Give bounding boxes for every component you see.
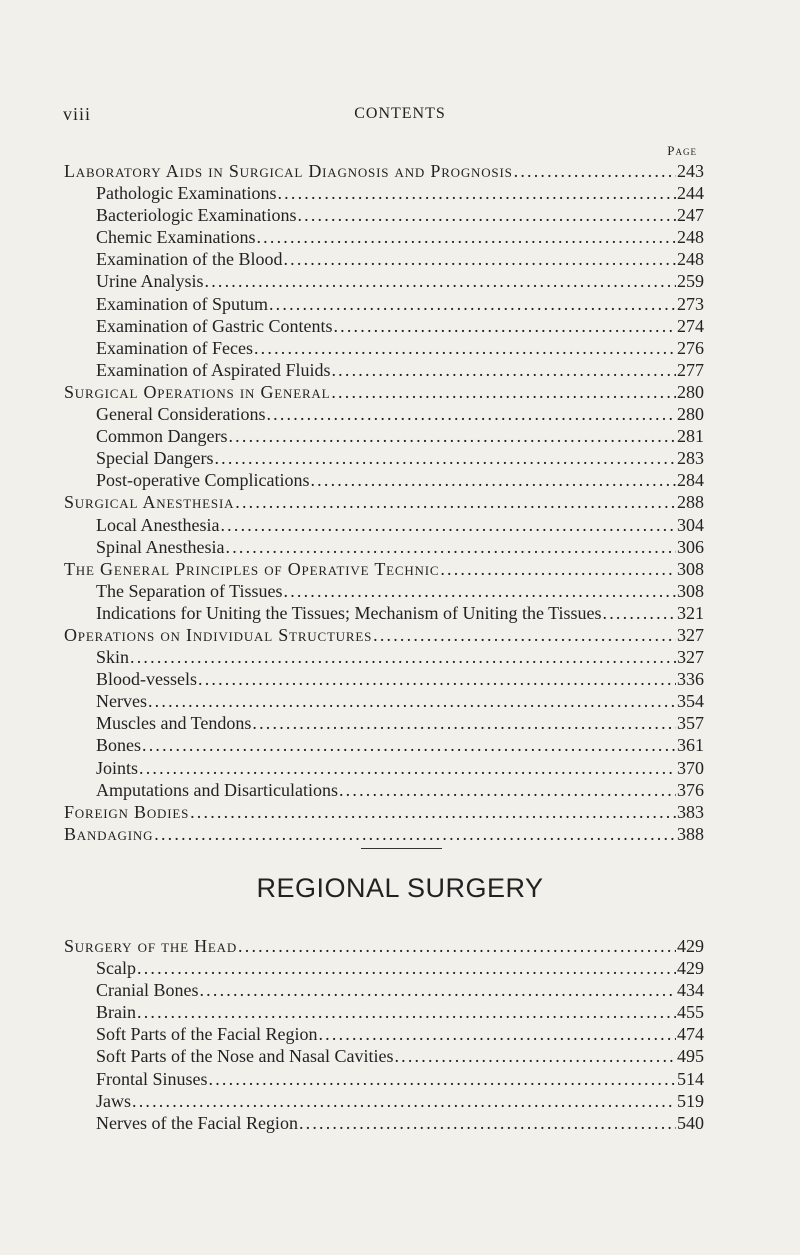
toc-entry-title: Indications for Uniting the Tissues; Mechanism of Uniting the Tissues xyxy=(96,602,602,623)
toc-entry-title: Examination of the Blood xyxy=(96,249,283,270)
dot-leader xyxy=(209,1068,676,1090)
toc-chapter-entry xyxy=(64,381,704,403)
dot-leader xyxy=(514,160,676,182)
toc-entry-page: 388 xyxy=(677,823,704,844)
toc-entry-page: 284 xyxy=(677,470,704,491)
dot-leader xyxy=(331,359,676,381)
toc-section-entry xyxy=(64,602,704,624)
table-of-contents-regional xyxy=(64,935,704,1134)
toc-chapter-entry xyxy=(64,491,704,513)
toc-entry-page: 514 xyxy=(677,1068,704,1089)
section-heading: REGIONAL SURGERY xyxy=(256,873,544,903)
dot-leader xyxy=(373,624,676,646)
running-head: CONTENTS xyxy=(354,105,446,122)
dot-leader xyxy=(228,425,676,447)
toc-section-entry xyxy=(64,315,704,337)
dot-leader xyxy=(283,248,676,270)
toc-section-entry xyxy=(64,248,704,270)
toc-entry-page: 370 xyxy=(677,757,704,778)
toc-entry-page: 383 xyxy=(677,801,704,822)
toc-entry-page: 540 xyxy=(677,1112,704,1133)
toc-chapter-entry xyxy=(64,935,704,957)
toc-section-entry xyxy=(64,1023,704,1045)
toc-entry-title: Muscles and Tendons xyxy=(96,713,252,734)
toc-entry-title: The Separation of Tissues xyxy=(96,580,283,601)
dot-leader xyxy=(235,491,676,513)
dot-leader xyxy=(139,757,676,779)
toc-section-entry xyxy=(64,668,704,690)
toc-entry-title: Brain xyxy=(96,1002,136,1023)
toc-chapter-entry xyxy=(64,160,704,182)
toc-section-entry xyxy=(64,182,704,204)
page-header xyxy=(0,104,800,128)
toc-entry-page: 495 xyxy=(677,1046,704,1067)
dot-leader xyxy=(310,469,676,491)
toc-entry-page: 327 xyxy=(677,647,704,668)
toc-entry-page: 361 xyxy=(677,735,704,756)
toc-entry-page: 306 xyxy=(677,536,704,557)
toc-entry-page: 336 xyxy=(677,669,704,690)
toc-entry-title: Blood-vessels xyxy=(96,669,197,690)
toc-entry-title: Urine Analysis xyxy=(96,271,204,292)
dot-leader xyxy=(226,536,677,558)
dot-leader xyxy=(284,580,677,602)
dot-leader xyxy=(299,1112,676,1134)
toc-chapter-entry xyxy=(64,823,704,845)
toc-entry-title: Bones xyxy=(96,735,141,756)
toc-section-entry xyxy=(64,447,704,469)
toc-entry-title: Examination of Sputum xyxy=(96,293,268,314)
dot-leader xyxy=(256,226,676,248)
dot-leader xyxy=(331,381,676,403)
toc-entry-title: Examination of Gastric Contents xyxy=(96,315,333,336)
toc-entry-title: Spinal Anesthesia xyxy=(96,536,225,557)
toc-entry-title: Operations on Individual Structures xyxy=(64,624,373,645)
toc-section-entry xyxy=(64,1068,704,1090)
toc-entry-title: Pathologic Examinations xyxy=(96,183,277,204)
toc-entry-title: Cranial Bones xyxy=(96,980,199,1001)
toc-section-entry xyxy=(64,580,704,602)
toc-entry-page: 244 xyxy=(677,183,704,204)
toc-entry-title: Post-operative Complications xyxy=(96,470,310,491)
toc-entry-title: Surgical Operations in General xyxy=(64,381,331,402)
dot-leader xyxy=(137,957,676,979)
toc-entry-title: Skin xyxy=(96,647,130,668)
toc-entry-page: 327 xyxy=(677,624,704,645)
toc-entry-page: 455 xyxy=(677,1002,704,1023)
toc-entry-page: 519 xyxy=(677,1090,704,1111)
toc-entry-title: Jaws xyxy=(96,1090,131,1111)
toc-entry-title: Soft Parts of the Facial Region xyxy=(96,1024,318,1045)
toc-entry-page: 354 xyxy=(677,691,704,712)
dot-leader xyxy=(154,823,676,845)
toc-entry-page: 308 xyxy=(677,558,704,579)
dot-leader xyxy=(394,1045,676,1067)
toc-section-entry xyxy=(64,514,704,536)
toc-section-entry xyxy=(64,757,704,779)
toc-entry-title: Examination of Aspirated Fluids xyxy=(96,359,331,380)
toc-entry-title: Frontal Sinuses xyxy=(96,1068,208,1089)
toc-entry-page: 248 xyxy=(677,249,704,270)
toc-entry-title: Soft Parts of the Nose and Nasal Cavities xyxy=(96,1046,394,1067)
toc-entry-title: Scalp xyxy=(96,958,136,979)
dot-leader xyxy=(254,337,676,359)
page-folio: viii xyxy=(63,104,92,124)
dot-leader xyxy=(132,1090,676,1112)
toc-entry-page: 376 xyxy=(677,779,704,800)
toc-section-entry xyxy=(64,337,704,359)
toc-section-entry xyxy=(64,469,704,491)
toc-section-entry xyxy=(64,293,704,315)
toc-chapter-entry xyxy=(64,624,704,646)
toc-entry-page: 304 xyxy=(677,514,704,535)
toc-entry-title: Laboratory Aids in Surgical Diagnosis and Prognosis xyxy=(64,161,513,181)
dot-leader xyxy=(318,1023,676,1045)
dot-leader xyxy=(148,690,676,712)
toc-section-entry xyxy=(64,957,704,979)
toc-section-entry xyxy=(64,536,704,558)
toc-entry-page: 321 xyxy=(677,602,704,623)
toc-entry-page: 434 xyxy=(677,980,704,1001)
toc-section-entry xyxy=(64,1001,704,1023)
dot-leader xyxy=(220,514,676,536)
toc-section-entry xyxy=(64,1045,704,1067)
dot-leader xyxy=(198,668,676,690)
dot-leader xyxy=(252,712,676,734)
toc-section-entry xyxy=(64,226,704,248)
toc-entry-title: Amputations and Disarticulations xyxy=(96,779,338,800)
toc-entry-page: 308 xyxy=(677,580,704,601)
toc-section-entry xyxy=(64,204,704,226)
toc-entry-page: 280 xyxy=(677,381,704,402)
toc-entry-title: Bacteriologic Examinations xyxy=(96,205,297,226)
toc-section-entry xyxy=(64,270,704,292)
toc-section-entry xyxy=(64,690,704,712)
toc-entry-page: 429 xyxy=(677,936,704,956)
toc-chapter-entry xyxy=(64,801,704,823)
dot-leader xyxy=(205,270,677,292)
toc-entry-title: Local Anesthesia xyxy=(96,514,220,535)
toc-section-entry xyxy=(64,359,704,381)
toc-entry-page: 281 xyxy=(677,426,704,447)
toc-chapter-entry xyxy=(64,558,704,580)
toc-entry-title: Nerves of the Facial Region xyxy=(96,1112,298,1133)
dot-leader xyxy=(266,403,676,425)
dot-leader xyxy=(142,734,676,756)
dot-leader xyxy=(333,315,676,337)
dot-leader xyxy=(269,293,676,315)
toc-section-entry xyxy=(64,1090,704,1112)
toc-section-entry xyxy=(64,979,704,1001)
toc-entry-page: 273 xyxy=(677,293,704,314)
dot-leader xyxy=(190,801,676,823)
toc-entry-title: Bandaging xyxy=(64,823,154,844)
toc-entry-page: 288 xyxy=(677,492,704,513)
toc-entry-title: Special Dangers xyxy=(96,448,214,469)
dot-leader xyxy=(297,204,676,226)
dot-leader xyxy=(238,935,676,957)
page-column-label: Page xyxy=(667,143,697,158)
toc-section-entry xyxy=(64,1112,704,1134)
table-of-contents-general xyxy=(64,160,704,845)
dot-leader xyxy=(130,646,676,668)
toc-entry-page: 283 xyxy=(677,448,704,469)
toc-entry-page: 247 xyxy=(677,205,704,226)
toc-entry-page: 357 xyxy=(677,713,704,734)
toc-entry-title: Surgery of the Head xyxy=(64,936,238,956)
toc-entry-page: 280 xyxy=(677,404,704,425)
section-divider xyxy=(361,848,442,849)
toc-entry-page: 277 xyxy=(677,359,704,380)
toc-entry-page: 243 xyxy=(677,161,704,181)
dot-leader xyxy=(603,602,676,624)
toc-entry-title: General Considerations xyxy=(96,404,266,425)
toc-section-entry xyxy=(64,646,704,668)
toc-entry-title: Foreign Bodies xyxy=(64,801,190,822)
dot-leader xyxy=(277,182,676,204)
toc-entry-title: Surgical Anesthesia xyxy=(64,492,235,513)
dot-leader xyxy=(440,558,676,580)
dot-leader xyxy=(199,979,676,1001)
toc-section-entry xyxy=(64,403,704,425)
toc-section-entry xyxy=(64,712,704,734)
toc-section-entry xyxy=(64,779,704,801)
toc-entry-page: 274 xyxy=(677,315,704,336)
toc-entry-title: Chemic Examinations xyxy=(96,227,256,248)
toc-entry-title: Common Dangers xyxy=(96,426,228,447)
toc-entry-title: The General Principles of Operative Technic xyxy=(64,558,440,579)
dot-leader xyxy=(339,779,676,801)
toc-entry-page: 248 xyxy=(677,227,704,248)
toc-entry-title: Joints xyxy=(96,757,139,778)
toc-entry-title: Examination of Feces xyxy=(96,337,253,358)
toc-entry-page: 474 xyxy=(677,1024,704,1045)
toc-entry-page: 259 xyxy=(677,271,704,292)
dot-leader xyxy=(214,447,676,469)
toc-entry-page: 276 xyxy=(677,337,704,358)
toc-section-entry xyxy=(64,425,704,447)
toc-section-entry xyxy=(64,734,704,756)
dot-leader xyxy=(137,1001,676,1023)
toc-entry-title: Nerves xyxy=(96,691,147,712)
toc-entry-page: 429 xyxy=(677,958,704,979)
